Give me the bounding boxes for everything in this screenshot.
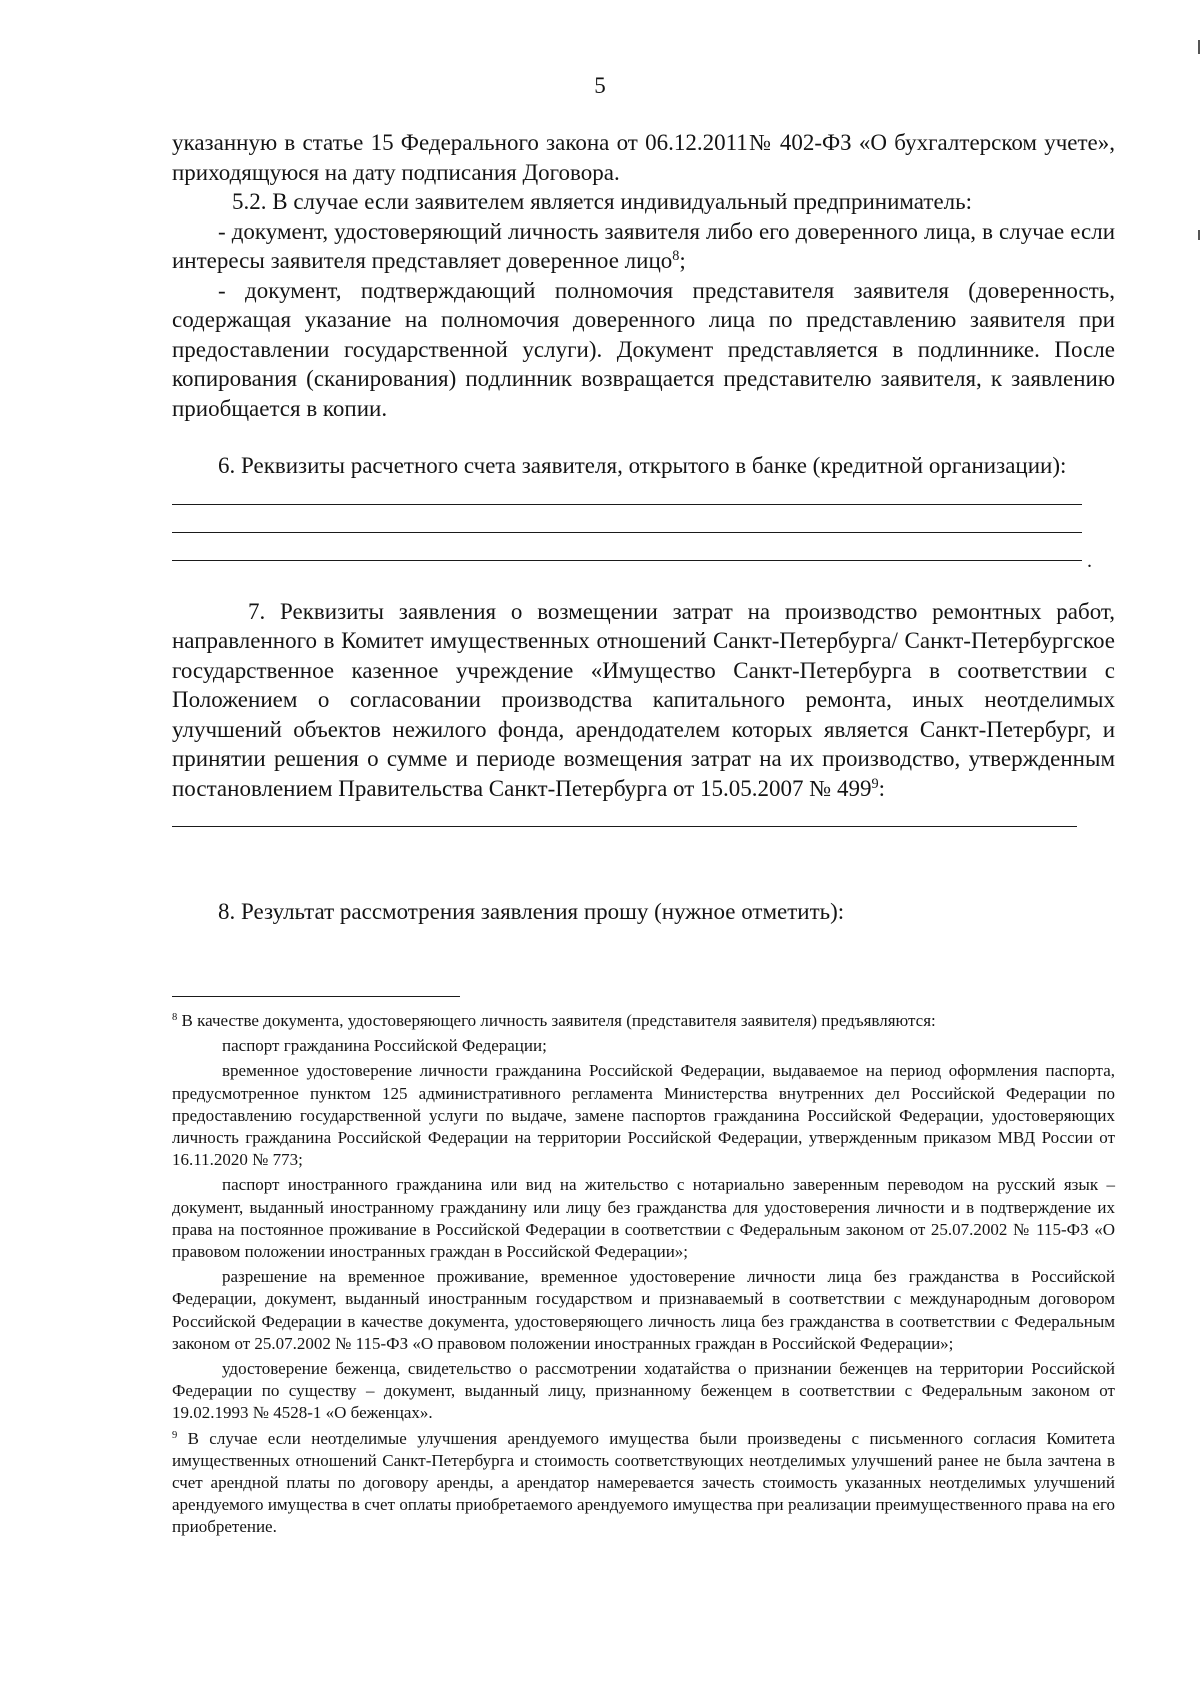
footnote-8-item: временное удостоверение личности гражданина Российской Федерации, выдаваемое на период оформления паспорта, предусмотренное пунктом 125 административного регламента Министерства внутренних дел Российской Федерации по предоставлению государственной услуги по выдаче, замене паспортов гражданина Российской Федерации, удостоверяющих личность гражданина Российской Федерации на территории Российской Федерации, утвержденным приказом МВД России от 16.11.2020 № 773;: [172, 1061, 1115, 1170]
paragraph-authority-document: - документ, подтверждающий полномочия представителя заявителя (доверенность, содержащая указание на полномочия доверенного лица по представлению заявителя при предоставлении государственной услуги). Документ представляется в подлиннике. После копирования (сканирования) подлинник возвращается представителю заявителя, к заявлению приобщается в копии.: [172, 277, 1115, 421]
footnote-ref-8: 8: [672, 248, 680, 265]
bank-details-line-1[interactable]: [172, 503, 1082, 505]
footnote-8-item: паспорт гражданина Российской Федерации;: [222, 1036, 547, 1056]
bank-details-line-2[interactable]: [172, 531, 1082, 533]
footnote-ref-9: 9: [871, 775, 879, 792]
footnote-8-intro: $^8$ В качестве документа, удостоверяющего личность заявителя (представителя заявителя) предъявляются:: [172, 1011, 936, 1030]
bank-details-line-3[interactable]: .: [172, 559, 1082, 561]
paragraph-continuation: указанную в статье 15 Федерального закона от 06.12.2011№ 402-ФЗ «О бухгалтерском учете», приходящуюся на дату подписания Договора.: [172, 130, 1115, 185]
footnotes: [172, 1010, 1115, 1542]
footnote-separator: [172, 996, 460, 997]
footnote-9: $^9$ В случае если неотделимые улучшения арендуемого имущества были произведены с письменного согласия Комитета имущественных отношений Санкт-Петербурга и стоимость соответствующих неотделимых улучшений ранее не была зачтена в счет арендной платы по договору аренды, а арендатор намеревается зачесть стоимость указанных неотделимых улучшений арендуемого имущества в счет оплаты приобретаемого арендуемого имущества при реализации преимущественного права на его приобретение.: [172, 1428, 1115, 1537]
section-8-result: 8. Результат рассмотрения заявления прошу (нужное отметить):: [218, 899, 845, 924]
footnote-9-marker: 9: [172, 1429, 178, 1441]
footnote-8-item: паспорт иностранного гражданина или вид на жительство с нотариально заверенным переводом на русский язык – документ, выданный иностранному гражданину или лицу без гражданства для удостоверения личности и в подтверждение их права на постоянное проживание в Российской Федерации в соответствии с Федеральным законом от 25.07.2002 № 115-ФЗ «О правовом положении иностранных граждан в Российской Федерации»;: [172, 1175, 1115, 1262]
section-7-claim-details: 7. Реквизиты заявления о возмещении затрат на производство ремонтных работ, направленного в Комитет имущественных отношений Санкт-Петербурга/ Санкт-Петербургское государственное казенное учреждение «Имущество Санкт-Петербурга в соответствии с Положением о согласовании производства капитального ремонта, иных неотделимых улучшений объектов нежилого фонда, арендодателем которых является Санкт-Петербург, и принятии решения о сумме и периоде возмещения затрат на их производство, утвержденным постановлением Правительства Санкт-Петербурга от 15.05.2007 № $499^9$:: [172, 598, 1115, 801]
footnote-8-item: удостоверение беженца, свидетельство о рассмотрении ходатайства о признании беженцев на территории Российской Федерации по существу – документ, выданный лицу, признанному беженцем в соответствии с Федеральным законом от 19.02.1993 № 4528-1 «О беженцах».: [172, 1359, 1115, 1423]
paragraph-identity-document: - документ, удостоверяющий личность заявителя либо его доверенного лица, в случае если интересы заявителя представляет доверенное лицо$^8$;: [172, 218, 1115, 273]
main-text: [172, 128, 1115, 927]
section-6-bank-details: 6. Реквизиты расчетного счета заявителя, открытого в банке (кредитной организации):: [218, 453, 1067, 478]
page-number: 5: [594, 73, 606, 98]
paragraph-5-2: 5.2. В случае если заявителем является индивидуальный предприниматель:: [232, 189, 973, 214]
footnote-8-marker: 8: [172, 1012, 178, 1024]
claim-details-line[interactable]: [172, 825, 1077, 827]
footnote-8-item: разрешение на временное проживание, временное удостоверение личности лица без гражданства в Российской Федерации, документ, выданный иностранным государством и признаваемый в соответствии с международным договором Российской Федерации в качестве документа, удостоверяющего личность лица без гражданства в соответствии с Федеральным законом от 25.07.2002 № 115-ФЗ «О правовом положении иностранных граждан в Российской Федерации»;: [172, 1267, 1115, 1353]
